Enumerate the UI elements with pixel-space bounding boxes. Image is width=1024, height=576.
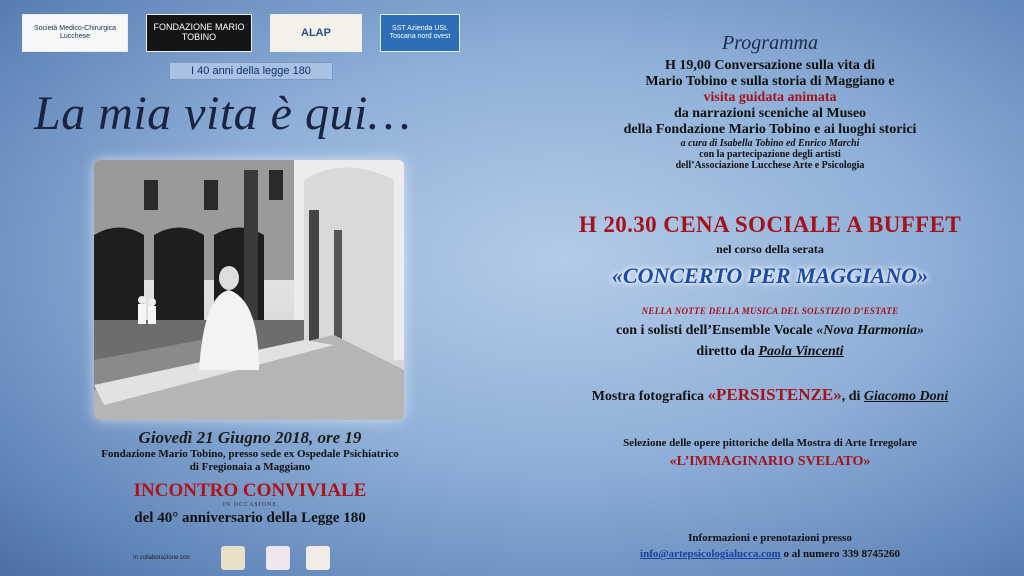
immaginario-title: «L’IMMAGINARIO SVELATO» [669,454,871,469]
programma-line-5: della Fondazione Mario Tobino e ai luoghi storici [623,122,917,137]
partner-logo-2 [266,546,290,570]
societa-medico-chirurgica-logo [22,14,128,52]
cloister-photo [94,160,404,420]
alap-logo [270,14,362,52]
visita-guidata: visita guidata animata [703,90,837,105]
programma-line-2: Mario Tobino e sulla storia di Maggiano e [645,74,895,89]
collaboration-label: In collaborazione con [133,555,190,561]
programma-line-1: H 19,00 Conversazione sulla vita di [664,58,875,73]
partner-logo-3 [306,546,330,570]
concerto-title: «CONCERTO PER MAGGIANO» [611,263,929,288]
partner-logo-1 [221,546,245,570]
diretto-text: diretto da [696,344,759,359]
solisti-line [520,323,1020,339]
event-date: Giovedì 21 Giugno 2018, ore 19 [138,428,362,447]
selezione-line: Selezione delle opere pittoriche della Mostra di Arte Irregolare [623,437,917,449]
partecipazione: con la partecipazione degli artisti [699,149,841,160]
director-name: Paola Vincenti [758,344,844,359]
notte-musica: NELLA NOTTE DELLA MUSICA DEL SOLSTIZIO D’ESTATE [641,306,899,316]
associazione: dell’Associazione Lucchese Arte e Psicologia [675,160,865,171]
event-venue [60,448,440,474]
info-line: Informazioni e prenotazioni presso [688,532,852,544]
anniversario-line: del 40° anniversario della Legge 180 [134,510,366,526]
sst-azienda-usl-logo [380,14,460,52]
solisti-text: con i solisti dell’Ensemble Vocale [615,323,817,338]
contact-line [520,548,1020,560]
logo-text: ALAP [301,26,331,39]
logo-text: Società Medico-Chirurgica Lucchese [33,25,117,40]
venue-line-2: di Fregionaia a Maggiano [189,461,311,473]
main-title: La mia vita è qui… [34,87,411,140]
ensemble-name: «Nova Harmonia» [816,323,925,338]
in-occasione-label: IN OCCASIONE [222,502,278,508]
legge-180-badge: I 40 anni della legge 180 [169,62,333,80]
programma-heading: Programma [722,32,818,54]
phone-text: o al numero 339 8745260 [780,548,900,560]
photographer-name: Giacomo Doni [863,389,949,404]
persistenze-title: «PERSISTENZE» [707,385,842,404]
logo-text: FONDAZIONE MARIO TOBINO [153,22,245,42]
a-cura-di: a cura di Isabella Tobino ed Enrico Marchi [680,138,860,149]
mostra-text: Mostra fotografica [591,389,708,404]
cloister-photo-drawing [94,160,404,420]
logo-text: SST Azienda USL Toscana nord ovest [389,25,451,40]
nel-corso-serata: nel corso della serata [716,242,824,256]
incontro-conviviale: INCONTRO CONVIVIALE [133,480,367,501]
programma-block [520,58,1020,171]
venue-line-1: Fondazione Mario Tobino, presso sede ex Ospedale Psichiatrico [101,448,399,460]
fondazione-mario-tobino-logo [146,14,252,52]
email-link[interactable]: info@artepsicologialucca.com [640,548,781,560]
mostra-line [520,385,1020,405]
cena-sociale: H 20.30 CENA SOCIALE A BUFFET [578,212,962,237]
mostra-di: , di [841,389,864,404]
programma-line-4: da narrazioni sceniche al Museo [673,106,867,121]
diretto-line [520,344,1020,360]
